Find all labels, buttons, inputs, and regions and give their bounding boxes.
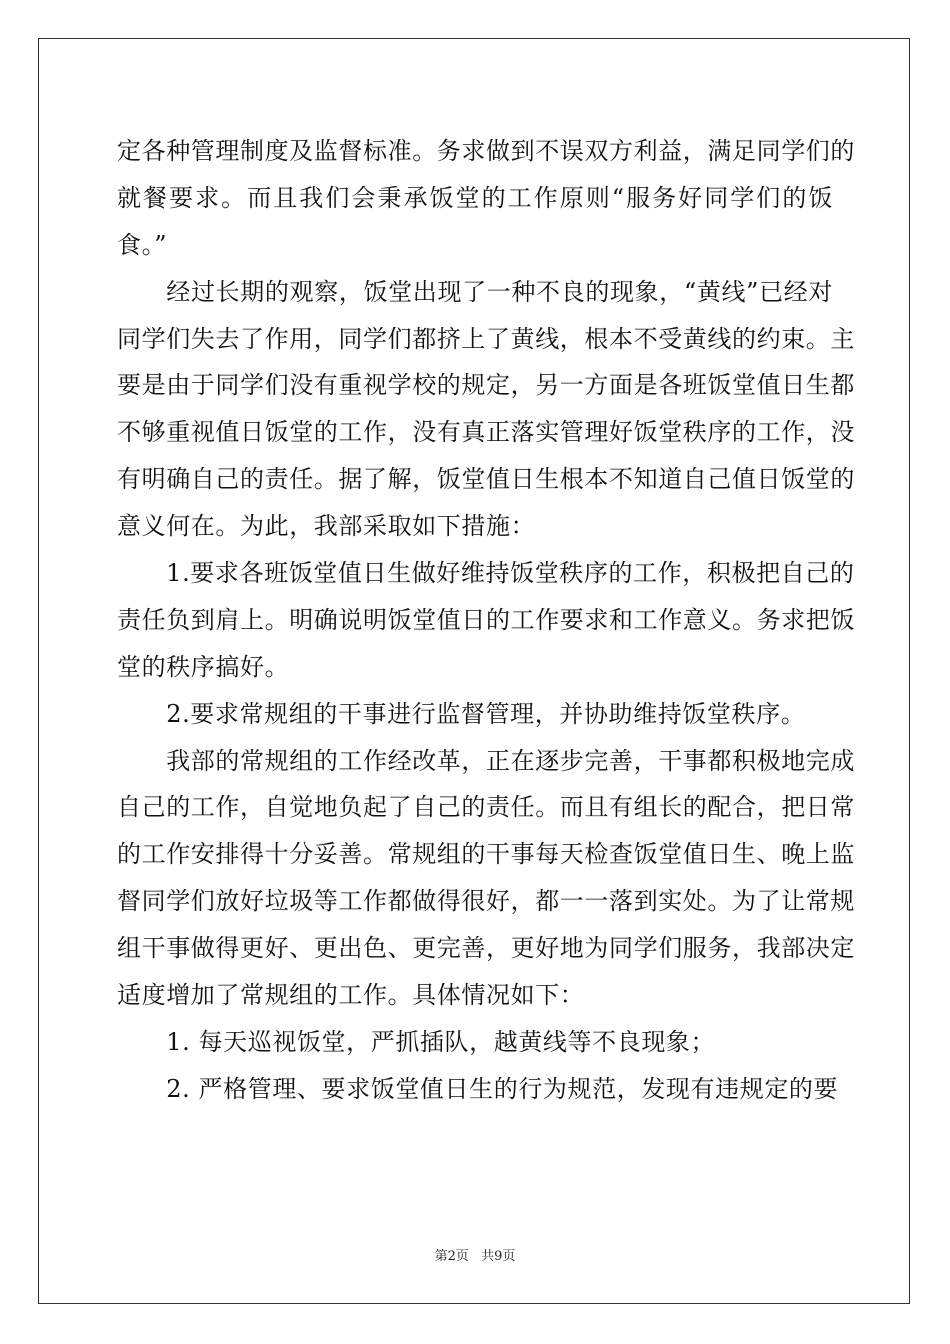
text-line: 定各种管理制度及监督标准。务求做到不误双方利益，满足同学们的 bbox=[117, 137, 855, 165]
text-line: 意义何在。为此，我部采取如下措施： bbox=[117, 512, 536, 541]
text-line: 堂的秩序搞好。 bbox=[117, 652, 290, 681]
text-line: 就餐要求。而且我们会秉承饭堂的工作原则“服务好同学们的饭 bbox=[117, 183, 833, 212]
document-body bbox=[117, 128, 855, 1113]
text-line: 同学们失去了作用，同学们都挤上了黄线，根本不受黄线的约束。主 bbox=[117, 324, 855, 353]
page-total: 共9页 bbox=[481, 1249, 516, 1264]
text-line: 适度增加了常规组的工作。具体情况如下： bbox=[117, 981, 585, 1010]
text-line: 食。” bbox=[117, 230, 168, 259]
page-footer bbox=[0, 1245, 950, 1264]
page-number: 第2页 bbox=[434, 1249, 469, 1264]
text-line: 要是由于同学们没有重视学校的规定，另一方面是各班饭堂值日生都 bbox=[117, 371, 855, 400]
text-line: 自己的工作，自觉地负起了自己的责任。而且有组长的配合，把日常 bbox=[117, 793, 855, 822]
text-line: 不够重视值日饭堂的工作，没有真正落实管理好饭堂秩序的工作，没 bbox=[117, 418, 855, 447]
text-line: 1. 每天巡视饭堂，严抓插队，越黄线等不良现象； bbox=[117, 1027, 716, 1056]
text-line: 督同学们放好垃圾等工作都做得很好，都一一落到实处。为了让常规 bbox=[117, 887, 855, 916]
text-line: 2. 严格管理、要求饭堂值日生的行为规范，发现有违规定的要 bbox=[117, 1074, 839, 1103]
text-line: 2.要求常规组的干事进行监督管理，并协助维持饭堂秩序。 bbox=[117, 699, 806, 728]
text-line: 的工作安排得十分妥善。常规组的干事每天检查饭堂值日生、晚上监 bbox=[117, 840, 855, 869]
text-line: 我部的常规组的工作经改革，正在逐步完善，干事都积极地完成 bbox=[117, 746, 855, 775]
text-line: 责任负到肩上。明确说明饭堂值日的工作要求和工作意义。务求把饭 bbox=[117, 605, 855, 634]
text-line: 有明确自己的责任。据了解，饭堂值日生根本不知道自己值日饭堂的 bbox=[117, 465, 855, 494]
text-line: 组干事做得更好、更出色、更完善，更好地为同学们服务，我部决定 bbox=[117, 934, 855, 963]
text-line: 经过长期的观察，饭堂出现了一种不良的现象，“黄线”已经对 bbox=[117, 277, 833, 306]
text-line: 1.要求各班饭堂值日生做好维持饭堂秩序的工作，积极把自己的 bbox=[117, 559, 855, 588]
